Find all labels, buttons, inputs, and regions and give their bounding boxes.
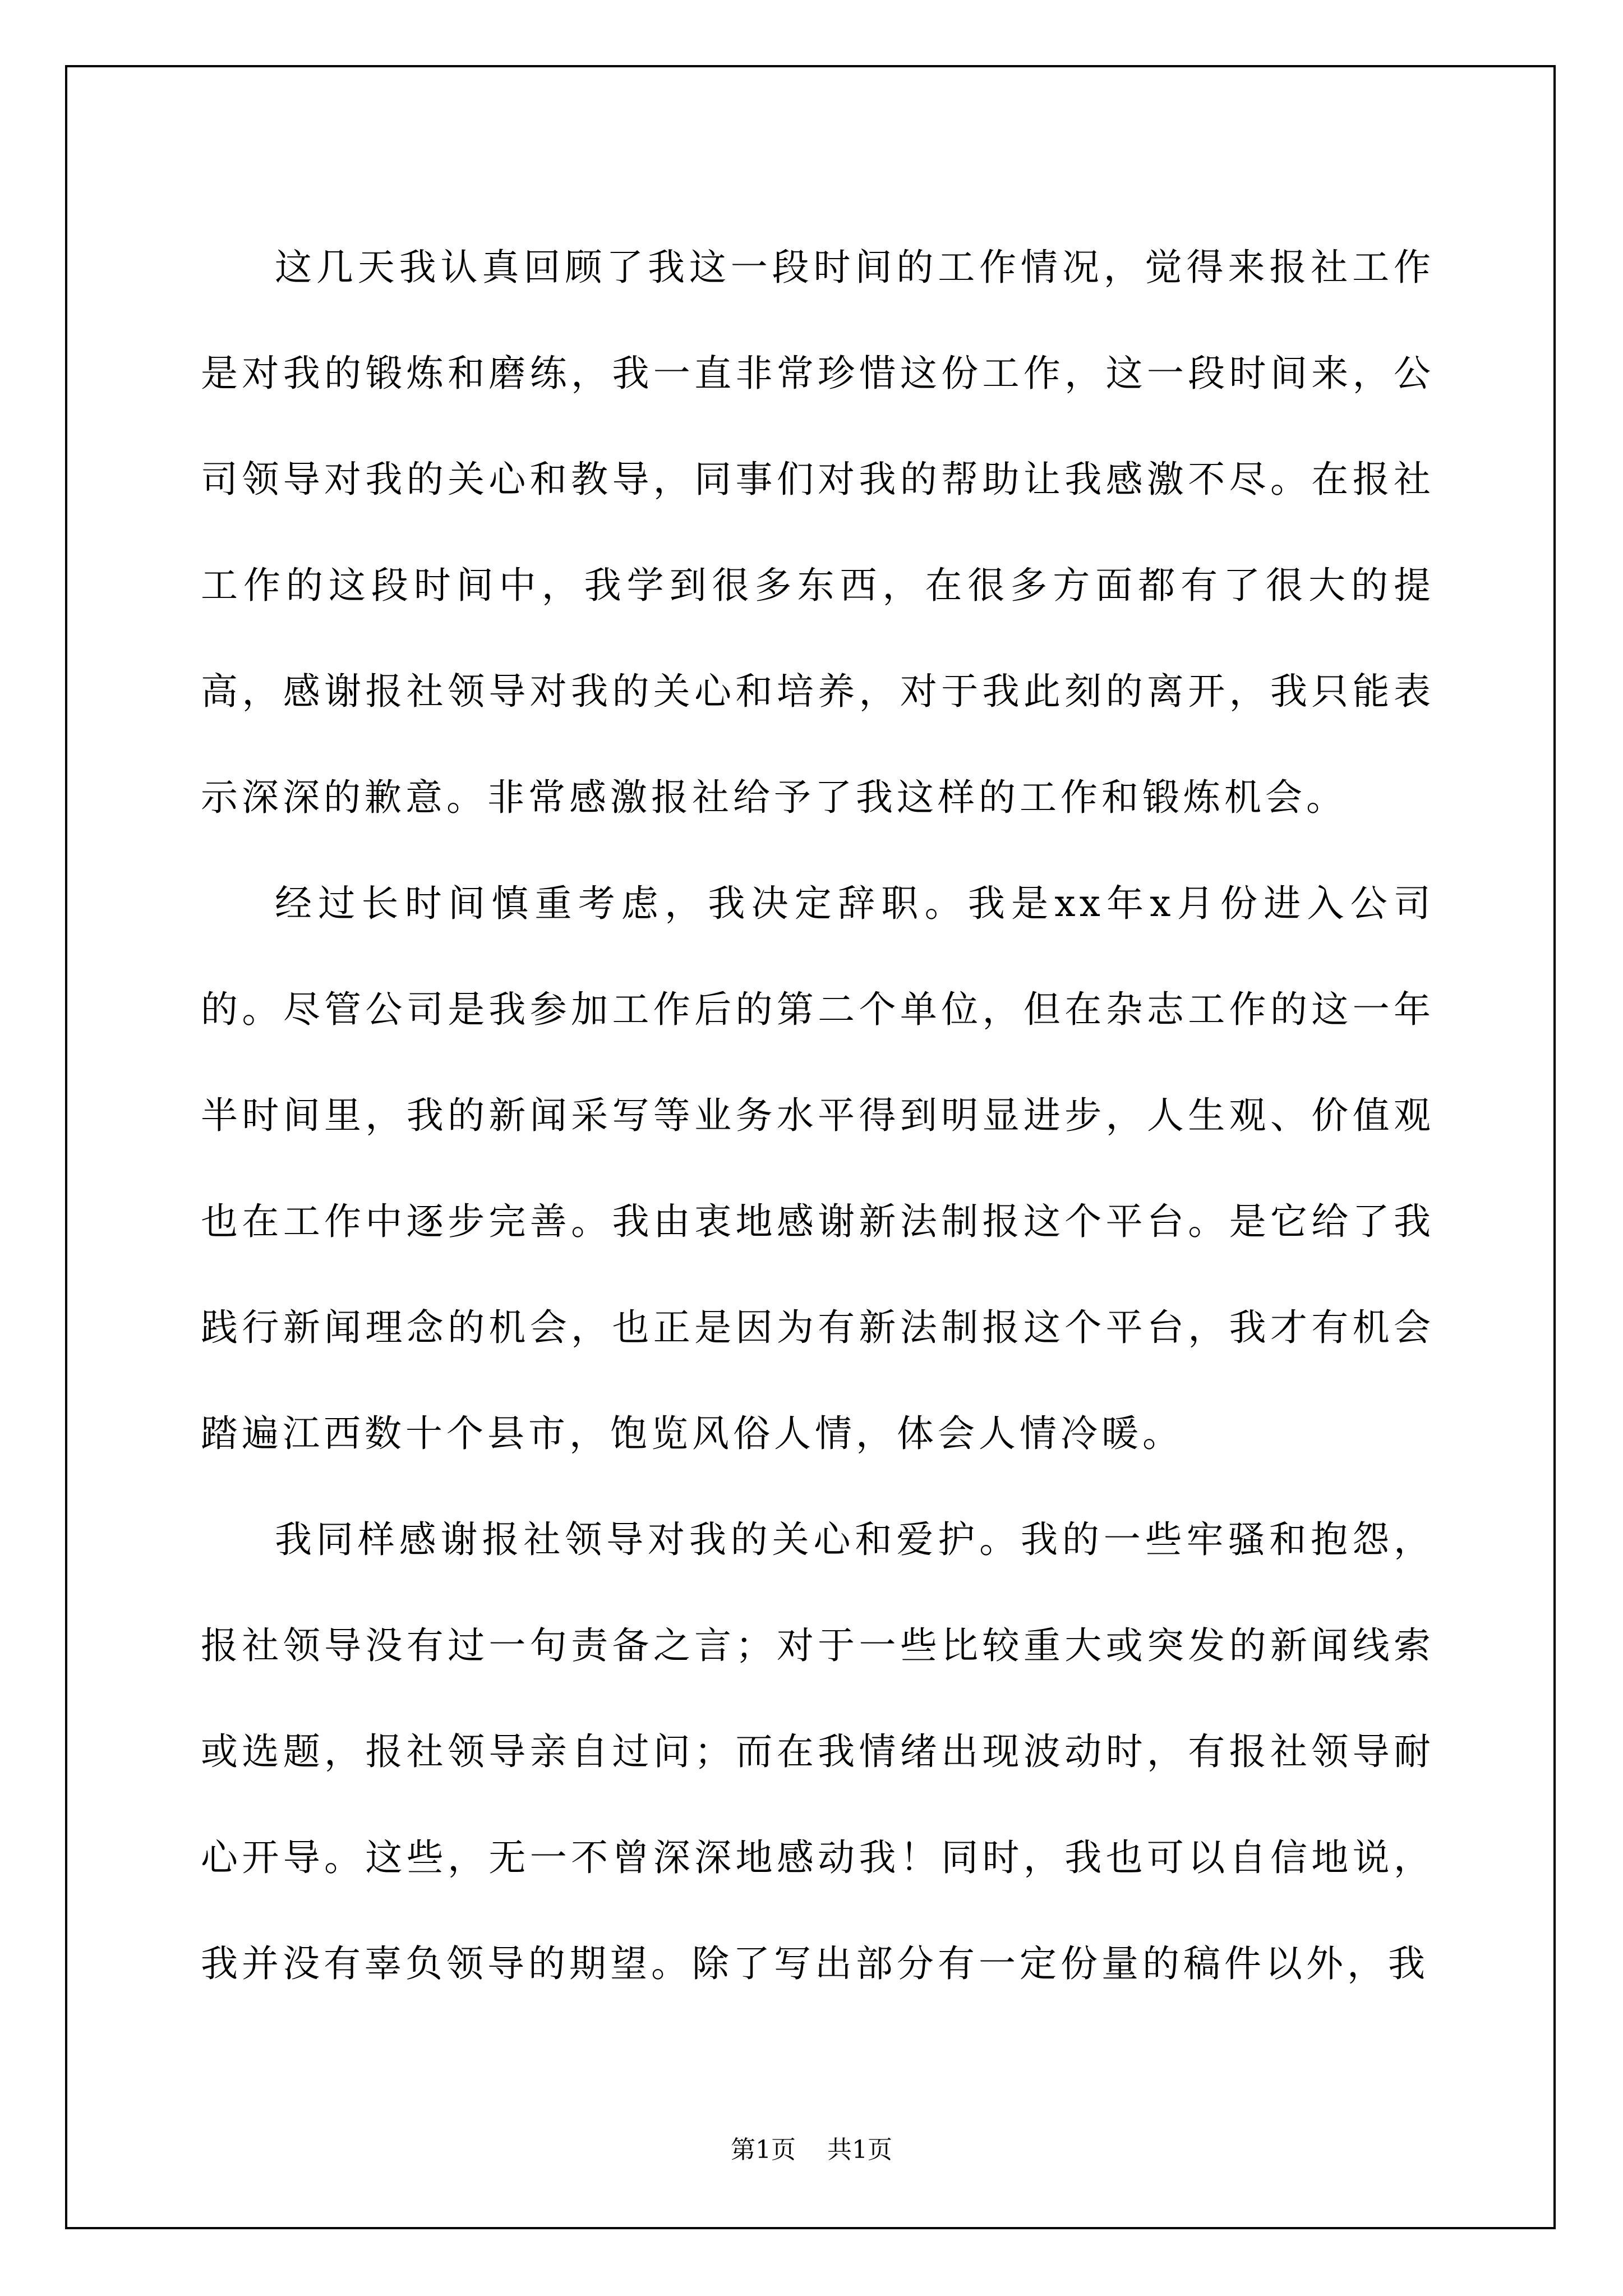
page-number-total: 共1页 xyxy=(827,2136,892,2164)
paragraph-2: 经过长时间慎重考虑，我决定辞职。我是xx年x月份进入公司的。尽管公司是我参加工作后的第二个单位，但在杂志工作的这一年半时间里，我的新闻采写等业务水平得到明显进步，人生观、价值观也在工作中逐步完善。我由衷地感谢新法制报这个平台。是它给了我践行新闻理念的机会，也正是因为有新法制报这个平台，我才有机会踏遍江西数十个县市，饱览风俗人情，体会人情冷暖。 xyxy=(201,882,1435,1455)
page-footer xyxy=(0,2129,1623,2165)
page-number-current: 第1页 xyxy=(731,2136,796,2164)
paragraph-3: 我同样感谢报社领导对我的关心和爱护。我的一些牢骚和抱怨，报社领导没有过一句责备之言；对于一些比较重大或突发的新闻线索或选题，报社领导亲自过问；而在我情绪出现波动时，有报社领导耐心开导。这些，无一不曾深深地感动我！同时，我也可以自信地说，我并没有辜负领导的期望。除了写出部分有一定份量的稿件以外，我 xyxy=(201,1518,1435,1985)
document-body xyxy=(201,214,1435,2017)
paragraph-1: 这几天我认真回顾了我这一段时间的工作情况，觉得来报社工作是对我的锻炼和磨练，我一直非常珍惜这份工作，这一段时间来，公司领导对我的关心和教导，同事们对我的帮助让我感激不尽。在报社工作的这段时间中，我学到很多东西，在很多方面都有了很大的提高，感谢报社领导对我的关心和培养，对于我此刻的离开，我只能表示深深的歉意。非常感激报社给予了我这样的工作和锻炼机会。 xyxy=(201,246,1435,819)
